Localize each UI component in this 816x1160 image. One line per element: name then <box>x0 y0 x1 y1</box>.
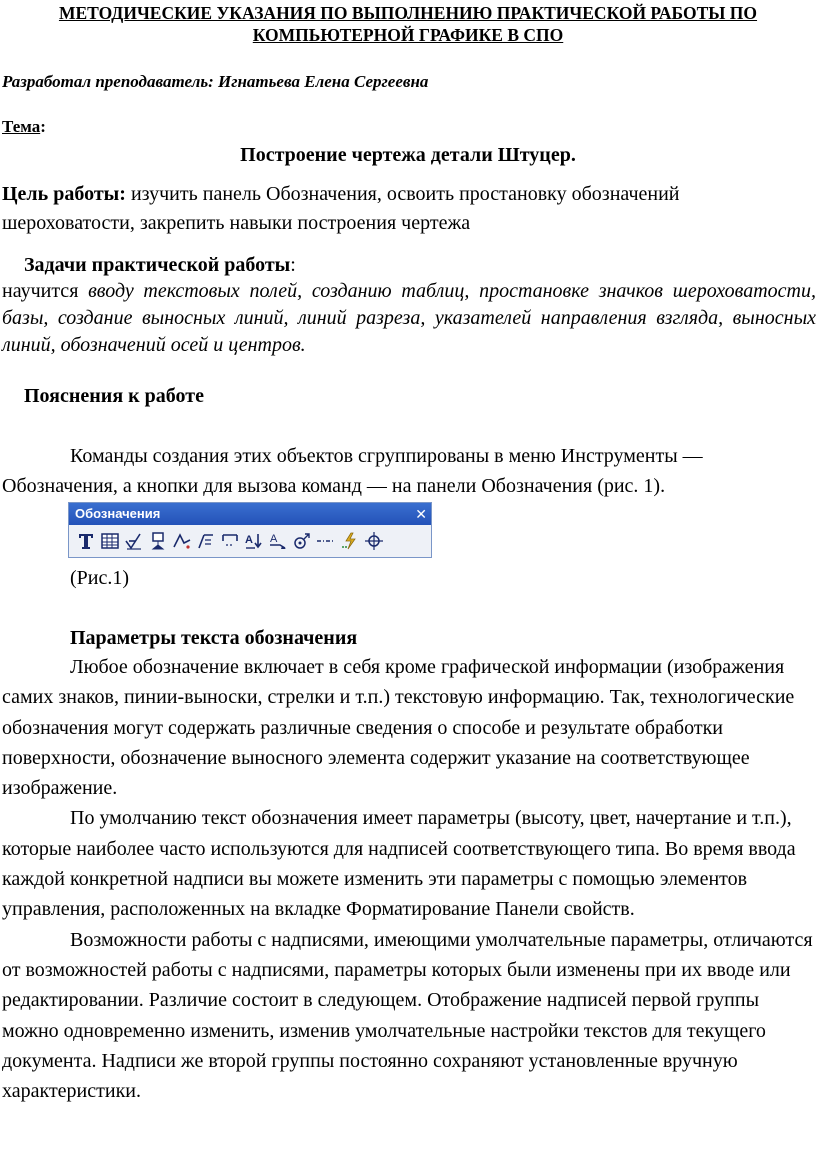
tasks-lead: научится <box>2 280 89 302</box>
document-title <box>0 2 816 46</box>
author-line: Разработал преподаватель: Игнатьева Елена Сергеевна <box>2 72 429 91</box>
designations-toolbar <box>68 502 432 558</box>
callout-icon[interactable] <box>267 530 289 552</box>
body-text <box>2 652 814 1106</box>
title-line-1: МЕТОДИЧЕСКИЕ УКАЗАНИЯ ПО ВЫПОЛНЕНИЮ ПРАКТИЧЕСКОЙ РАБОТЫ ПО <box>58 3 758 23</box>
close-icon[interactable]: ✕ <box>415 506 427 522</box>
paragraph-designation-text: Любое обозначение включает в себя кроме графической информации (изображения самих знаков, пинии-выноски, стрелки и т.п.) текстовую информацию. Так, технологические обозначения могут содержать различные сведения о способе и результате обработки поверхности, обозначение выносного элемента содержит указание на соответствующее изображение. <box>2 656 795 800</box>
leader-icon[interactable] <box>171 530 193 552</box>
base-icon[interactable] <box>147 530 169 552</box>
params-heading: Параметры текста обозначения <box>70 627 358 649</box>
center-mark-icon[interactable] <box>363 530 385 552</box>
toolbar-buttons <box>69 525 431 557</box>
goal-text: изучить панель Обозначения, освоить простановку обозначений шероховатости, закрепить навыки построения чертежа <box>2 183 680 234</box>
text-icon[interactable] <box>75 530 97 552</box>
topic-label <box>2 116 46 138</box>
roughness-icon[interactable] <box>123 530 145 552</box>
marker-leader-icon[interactable] <box>195 530 217 552</box>
topic-label-colon: : <box>40 117 46 136</box>
tasks-label: Задачи практической работы <box>24 254 291 276</box>
break-line-icon[interactable] <box>339 530 361 552</box>
toolbar-title: Обозначения <box>75 506 161 521</box>
svg-text:A: A <box>270 533 278 545</box>
goal-paragraph <box>2 180 814 238</box>
figure-caption: (Рис.1) <box>70 567 130 589</box>
section-line-icon[interactable] <box>219 530 241 552</box>
view-arrow-icon[interactable] <box>243 530 265 552</box>
tasks-colon: : <box>290 254 296 276</box>
explanations-heading: Пояснения к работе <box>24 385 204 407</box>
table-icon[interactable] <box>99 530 121 552</box>
topic-value: Построение чертежа детали Штуцер. <box>240 144 576 166</box>
goal-label: Цель работы: <box>2 183 126 205</box>
detail-view-icon[interactable] <box>291 530 313 552</box>
tasks-text: вводу текстовых полей, созданию таблиц, простановке значков шероховатости, базы, создание выносных линий, линий разреза, указателей направления взгляда, выносных линий, обозначений осей и центров. <box>2 280 816 356</box>
paragraph-default-vs-custom: Возможности работы с надписями, имеющими умолчательные параметры, отличаются от возможностей работы с надписями, параметры которых были изменены при их вводе или редактировании. Различие состоит в следующем. Отображение надписей первой группы можно одновременно изменить, изменив умолчательные настройки текстов для текущего документа. Надписи же второй группы постоянно сохраняют установленные вручную характеристики. <box>2 928 813 1103</box>
title-line-2: КОМПЬЮТЕРНОЙ ГРАФИКЕ В СПО <box>252 25 564 45</box>
topic-label-text: Тема <box>2 117 41 136</box>
paragraph-default-params: По умолчанию текст обозначения имеет параметры (высоту, цвет, начертание и т.п.), которые наиболее часто используются для надписей соответствующего типа. Во время ввода каждой конкретной надписи вы можете изменить эти параметры с помощью элементов управления, расположенных на вкладке Форматирование Панели свойств. <box>2 807 796 921</box>
toolbar-caption[interactable] <box>69 503 431 525</box>
svg-text:A: A <box>245 534 253 546</box>
tasks-paragraph <box>2 278 816 359</box>
paragraph-commands: Команды создания этих объектов сгруппированы в меню Инструменты — Обозначения, а кнопки для вызова команд — на панели Обозначения (рис. 1). <box>2 445 703 497</box>
tasks-heading <box>24 252 296 278</box>
centerline-icon[interactable] <box>315 530 337 552</box>
